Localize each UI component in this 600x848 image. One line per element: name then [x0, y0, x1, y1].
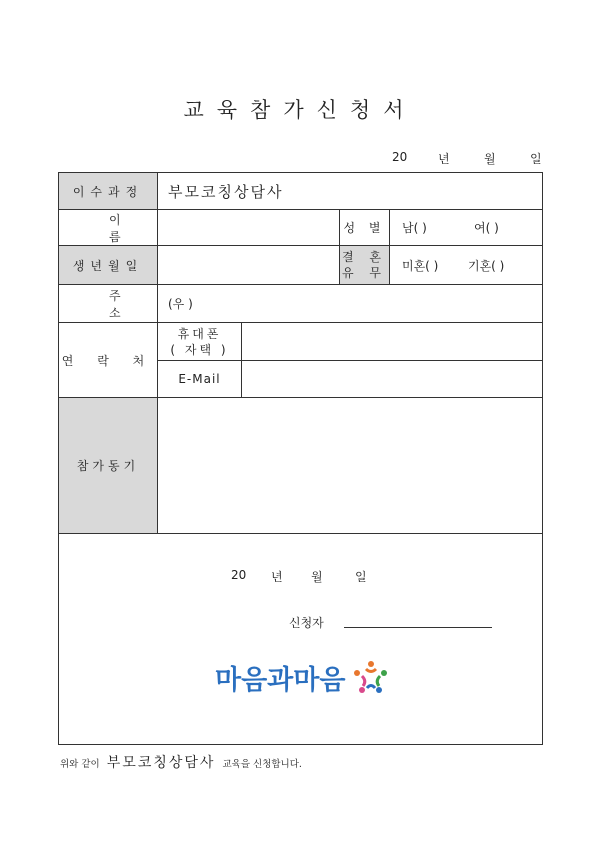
course-value: 부모코칭상담사: [158, 173, 543, 210]
email-field[interactable]: [242, 361, 543, 398]
sign-date-month-unit: 월: [311, 570, 323, 584]
contact-label: 연 락 처: [59, 323, 158, 398]
gender-male[interactable]: 남( ): [402, 221, 427, 235]
applicant-signature-line[interactable]: [344, 627, 492, 628]
name-field[interactable]: [158, 210, 340, 246]
marital-label: [340, 246, 390, 285]
date-month-unit: 월: [484, 152, 496, 166]
birth-label: 생년월일: [59, 246, 158, 285]
marital-label-line1: 결 혼: [342, 250, 387, 264]
email-label: E-Mail: [158, 361, 242, 398]
marital-married[interactable]: 기혼( ): [468, 258, 505, 273]
form-title: 교육참가신청서: [183, 98, 417, 122]
phone-label-line1: 휴대폰: [177, 326, 222, 341]
date-day-unit: 일: [530, 152, 542, 166]
applicant-label: 신청자: [289, 616, 324, 630]
address-field[interactable]: (우 ): [158, 285, 543, 323]
gender-label: 성 별: [340, 210, 390, 246]
name-label: 이 름: [59, 210, 158, 246]
date-year: 20: [392, 150, 408, 164]
declaration-pre: 위와 같이: [60, 759, 100, 770]
signature-section: [59, 534, 543, 745]
declaration-text: [60, 752, 302, 772]
phone-field[interactable]: [242, 323, 543, 361]
gender-female[interactable]: 여( ): [474, 221, 499, 235]
sign-date-day-unit: 일: [355, 570, 367, 584]
logo-emblem-icon: [354, 661, 387, 693]
application-form: [58, 172, 543, 745]
sign-date-year: 20: [231, 568, 247, 582]
motive-field[interactable]: [158, 398, 543, 534]
motive-label: 참가동기: [59, 398, 158, 534]
date-year-unit: 년: [438, 152, 450, 166]
phone-label-line2: ( 자택 ): [170, 342, 229, 357]
marital-options[interactable]: [390, 246, 543, 285]
sign-date-year-unit: 년: [271, 570, 283, 584]
marital-single[interactable]: 미혼( ): [402, 258, 439, 273]
address-label: 주 소: [59, 285, 158, 323]
phone-label: [158, 323, 242, 361]
logo-text: 마음과마음: [215, 665, 346, 696]
declaration-course: 부모코칭상담사: [106, 755, 216, 771]
company-logo: [215, 656, 395, 703]
course-label: 이수과정: [59, 173, 158, 210]
gender-options[interactable]: [390, 210, 543, 246]
logo-graphic: [215, 656, 395, 700]
birth-field[interactable]: [158, 246, 340, 285]
marital-label-line2: 유 무: [342, 266, 387, 280]
declaration-post: 교육을 신청합니다.: [222, 759, 302, 770]
